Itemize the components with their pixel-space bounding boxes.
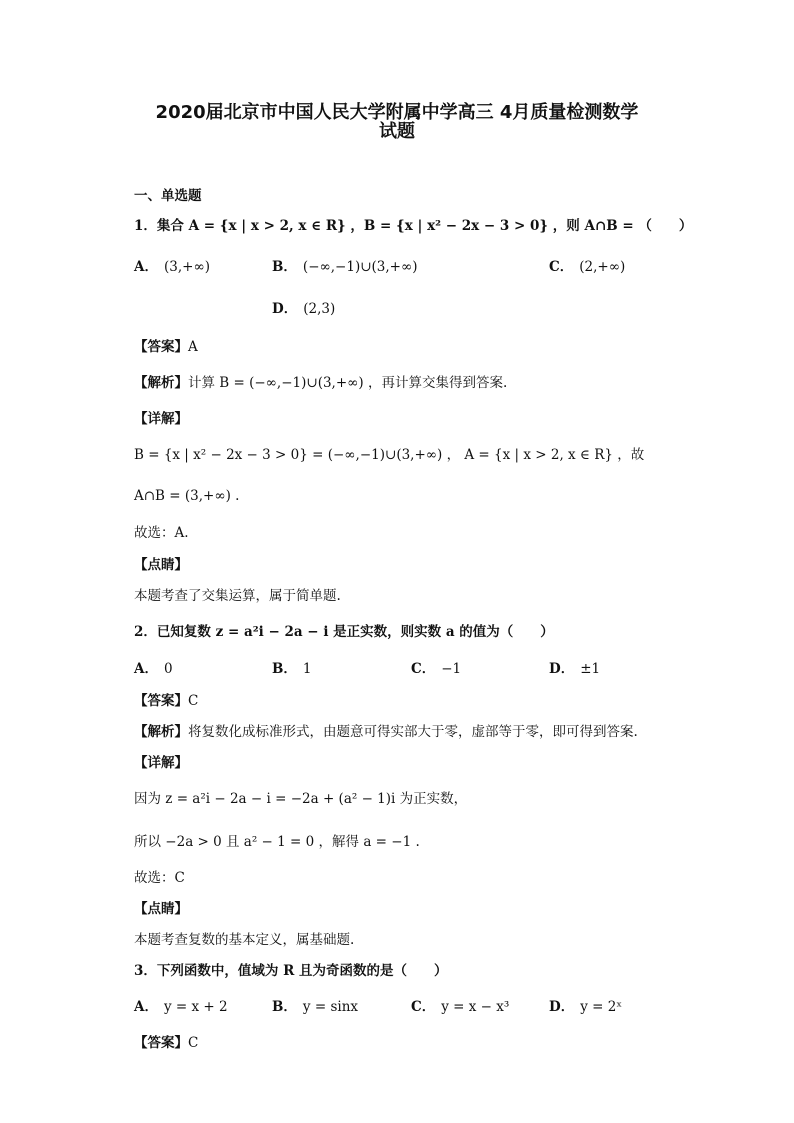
q1-answer: 【答案】A — [134, 339, 198, 355]
q1-option-c: C． (2,+∞) — [549, 259, 626, 275]
q1-detail-line1: B = {x | x² − 2x − 3 > 0} = (−∞,−1)∪(3,+∞) ， A = {x | x > 2, x ∈ R} ，故 — [134, 447, 645, 463]
q1-option-b: B． (−∞,−1)∪(3,+∞) — [272, 259, 418, 275]
q2-detail-heading: 【详解】 — [134, 755, 188, 771]
section-heading: 一、单选题 — [134, 188, 202, 204]
q2-option-c: C． −1 — [411, 661, 462, 677]
q3-answer: 【答案】C — [134, 1035, 199, 1051]
q1-detail-line2: A∩B = (3,+∞) . — [134, 488, 240, 504]
q3-option-a: A． y = x + 2 — [134, 999, 228, 1015]
q3-option-d: D． y = 2ˣ — [549, 999, 623, 1015]
q2-choice: 故选：C — [134, 870, 185, 886]
q2-option-d: D． ±1 — [549, 661, 601, 677]
q3-option-b: B． y = sinx — [272, 999, 358, 1015]
doc-title-line1: 2020届北京市中国人民大学附属中学高三 4月质量检测数学 — [155, 102, 639, 123]
doc-title-line2: 试题 — [379, 121, 415, 142]
q2-option-a: A． 0 — [134, 661, 173, 677]
q2-answer: 【答案】C — [134, 693, 199, 709]
q1-comment: 本题考查了交集运算，属于简单题. — [134, 588, 341, 604]
q2-detail-line2: 所以 −2a > 0 且 a² − 1 = 0 ，解得 a = −1 . — [134, 834, 420, 850]
q2-stem: 2．已知复数 z = a²i − 2a − i 是正实数，则实数 a 的值为（ ） — [134, 624, 554, 640]
q2-option-b: B． 1 — [272, 661, 312, 677]
q1-analysis: 【解析】计算 B = (−∞,−1)∪(3,+∞) ，再计算交集得到答案. — [134, 375, 508, 391]
q1-stem: 1．集合 A = {x | x > 2, x ∈ R} ，B = {x | x² − 2x − 3 > 0} ，则 A∩B = （ ） — [134, 218, 693, 234]
q1-option-a: A． (3,+∞) — [134, 259, 210, 275]
q1-detail-heading: 【详解】 — [134, 411, 188, 427]
q1-comment-heading: 【点睛】 — [134, 557, 188, 573]
q2-comment-heading: 【点睛】 — [134, 901, 188, 917]
q3-option-c: C． y = x − x³ — [411, 999, 510, 1015]
q1-option-d: D． (2,3) — [272, 301, 336, 317]
q1-choice: 故选：A. — [134, 525, 189, 541]
q2-analysis: 【解析】将复数化成标准形式，由题意可得实部大于零，虚部等于零，即可得到答案. — [134, 724, 638, 740]
q2-comment: 本题考查复数的基本定义，属基础题. — [134, 932, 355, 948]
q3-stem: 3．下列函数中，值域为 R 且为奇函数的是（ ） — [134, 963, 448, 979]
q2-detail-line1: 因为 z = a²i − 2a − i = −2a + (a² − 1)i 为正实数， — [134, 791, 468, 807]
